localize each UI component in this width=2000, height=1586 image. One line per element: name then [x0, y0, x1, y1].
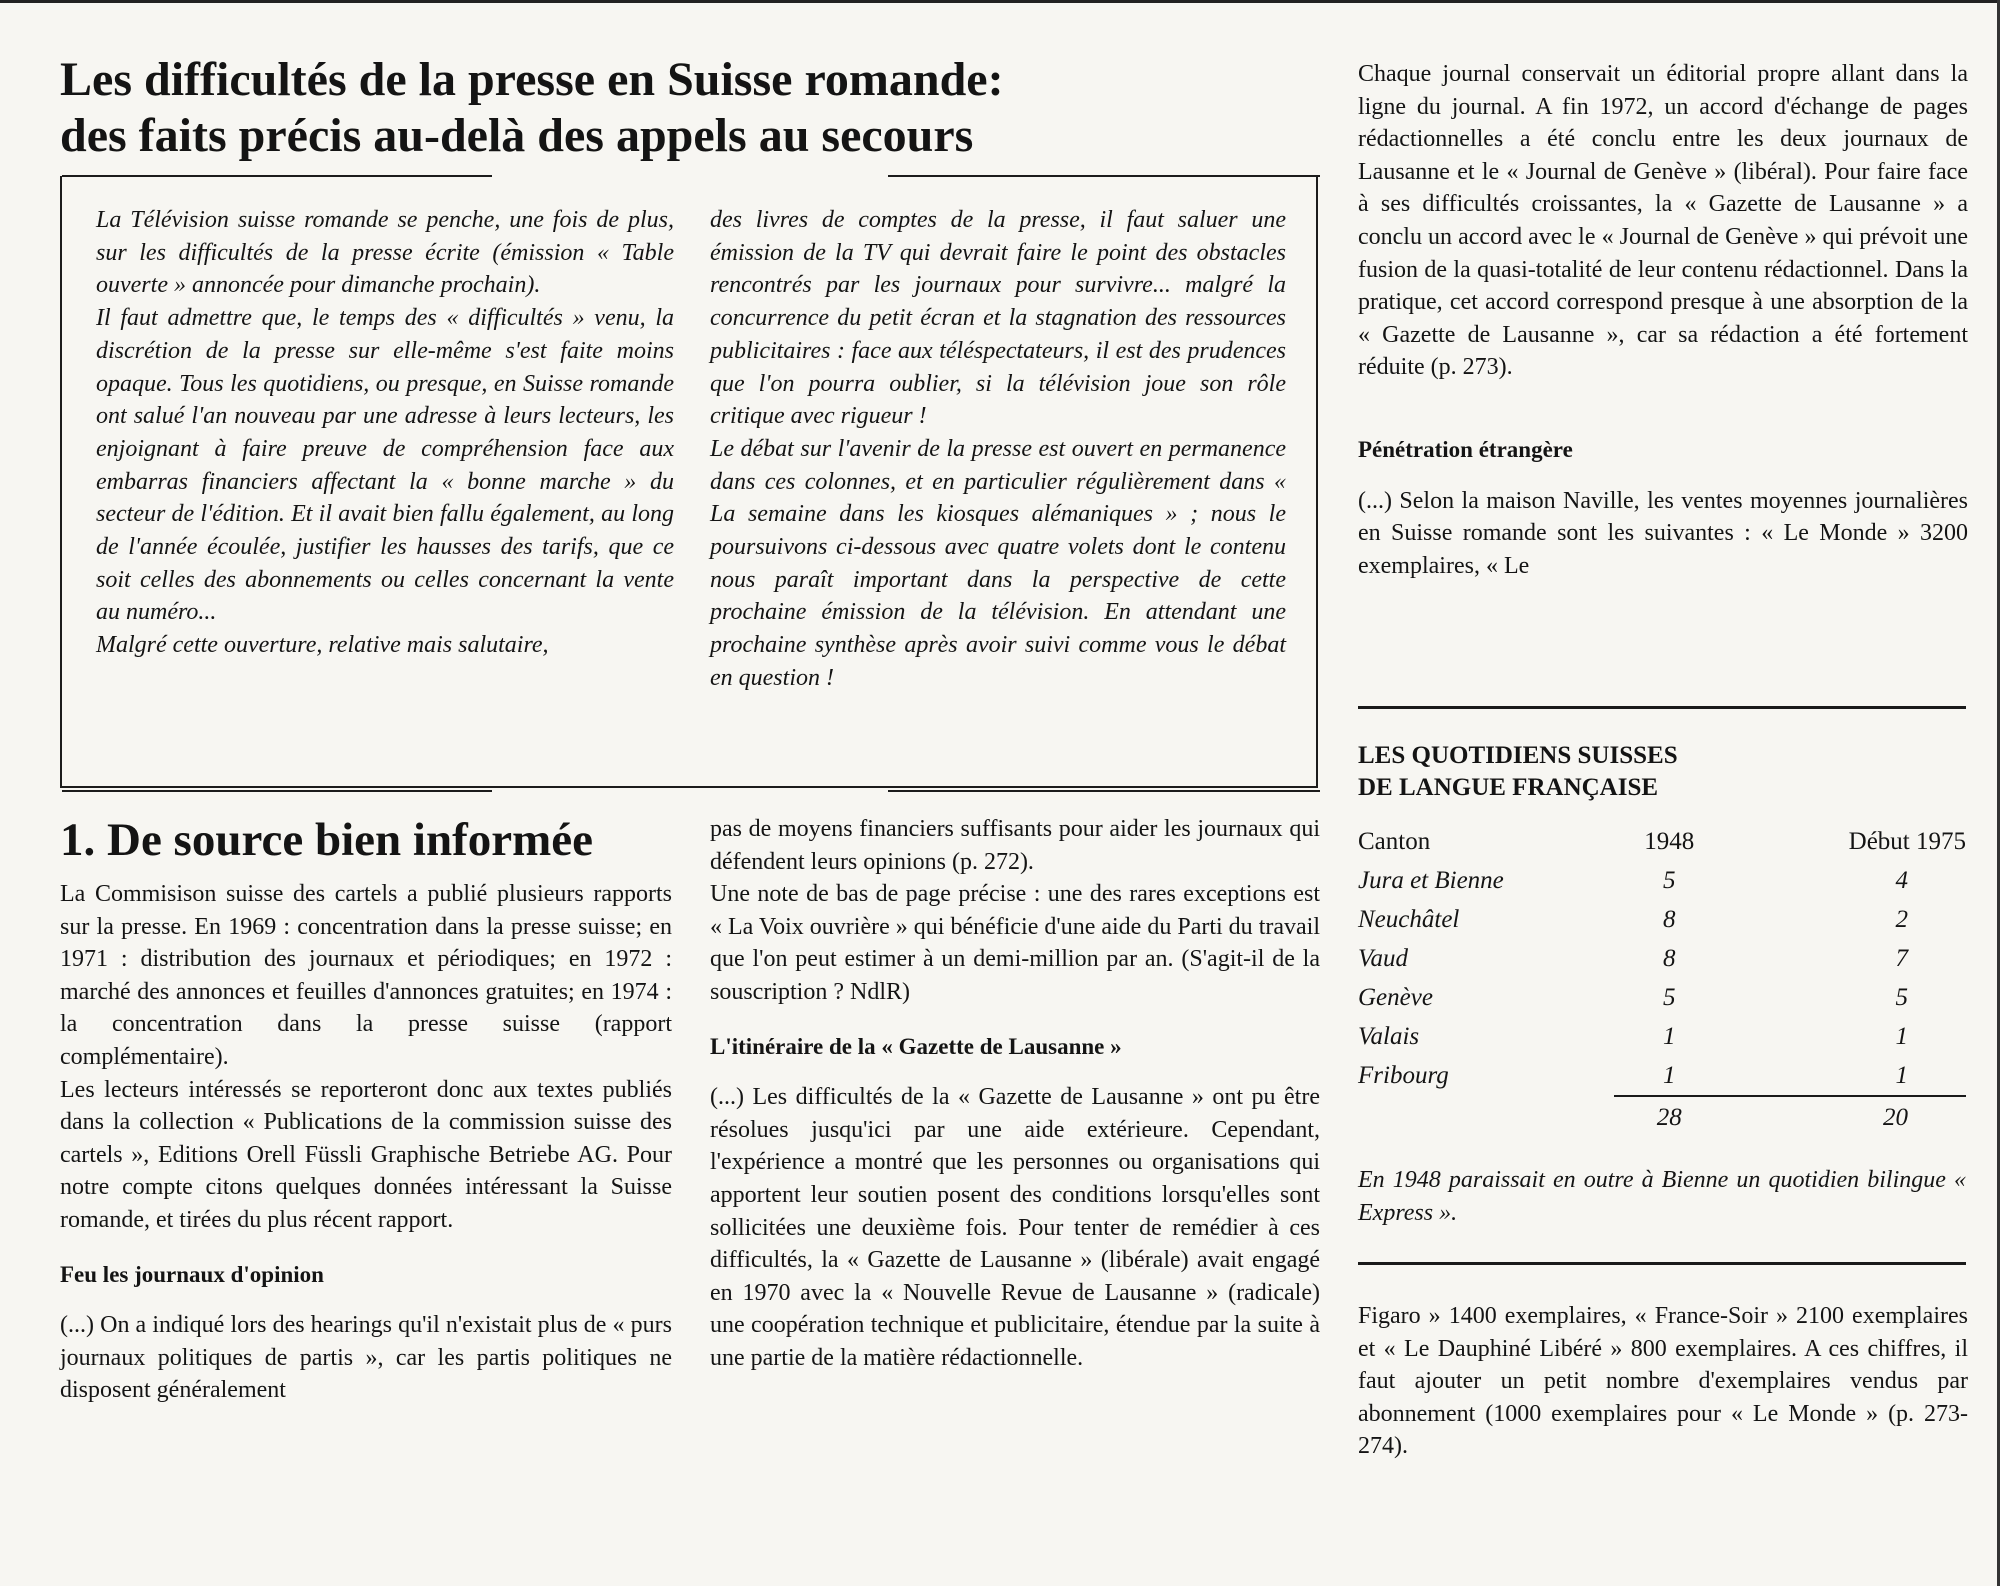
body-paragraph: Les lecteurs intéressés se reporteront donc aux textes publiés dans la collection « Publications de la commission suisse des cartels », Editions Orell Füssli Graphische Betriebe AG. Pour notre compte citons quelques données intéressant la Suisse romande, et tirées du plus récent rapport. — [60, 1076, 672, 1233]
header-canton: Canton — [1358, 827, 1431, 855]
table-title-line-1: LES QUOTIDIENS SUISSES — [1358, 742, 1678, 769]
cell-total-1975: 20 — [1725, 1096, 1966, 1139]
newspapers-table — [1358, 822, 1966, 1139]
intro-column-left — [96, 204, 674, 662]
intro-paragraph: Le débat sur l'avenir de la presse est ouvert en permanence dans ces colonnes, et en particulier régulièrement dans « La semaine dans les kiosques alémaniques » ; nous le poursuivons ci-dessous avec quatre volets dont le contenu nous paraît important dans la perspective de cette prochaine émission de la télévision. En attendant une prochaine synthèse après avoir suivi comme vous le débat en question ! — [710, 435, 1286, 691]
intro-paragraph: Il faut admettre que, le temps des « difficultés » venu, la discrétion de la presse sur elle-même s'est faite moins opaque. Tous les quotidiens, ou presque, en Suisse romande ont salué l'an nouveau par une adresse à leurs lecteurs, les enjoignant à faire preuve de compréhension face aux embarras financiers affectant la « bonne marche » du secteur de l'édition. Et il avait bien fallu également, au long de l'année écoulée, justifier les hausses des tarifs, que ce soit celles des abonnements ou celles concernant la vente au numéro... — [96, 305, 674, 626]
table-row — [1358, 978, 1966, 1017]
table-total-row — [1358, 1096, 1966, 1139]
table-note: En 1948 paraissait en outre à Bienne un quotidien bilingue « Express ». — [1358, 1167, 1966, 1226]
cell-1975: 4 — [1895, 866, 1908, 894]
body-paragraph: Une note de bas de page précise : une des rares exceptions est « La Voix ouvrière » qui bénéficie d'une aide du Parti du travail que l'on peut estimer à un demi-million par an. (S'agit-il de la souscription ? NdlR) — [710, 881, 1320, 1005]
subheading: Feu les journaux d'opinion — [60, 1261, 324, 1287]
table-top-rule — [1358, 706, 1966, 709]
box-bottom-rule-right — [888, 790, 1320, 792]
headline-line-2: des faits précis au-delà des appels au secours — [60, 109, 974, 162]
table-row — [1358, 1017, 1966, 1056]
cell-canton: Jura et Bienne — [1358, 866, 1504, 894]
header-1975: Début 1975 — [1848, 827, 1966, 855]
table-bottom-rule — [1358, 1262, 1966, 1265]
headline-line-1: Les difficultés de la presse en Suisse romande: — [60, 53, 1004, 106]
cell-1975: 5 — [1895, 983, 1908, 1011]
cell-1975: 1 — [1895, 1022, 1908, 1050]
cell-canton: Genève — [1358, 983, 1433, 1011]
cell-1948: 8 — [1663, 905, 1676, 933]
headline — [60, 52, 1330, 164]
subheading: L'itinéraire de la « Gazette de Lausanne » — [710, 1033, 1122, 1059]
cell-canton: Neuchâtel — [1358, 905, 1460, 933]
article-column-3 — [1358, 58, 1968, 582]
cell-1975: 7 — [1895, 944, 1908, 972]
box-top-rule-left — [62, 175, 492, 177]
cell-1948: 8 — [1663, 944, 1676, 972]
top-border — [0, 0, 2000, 3]
intro-paragraph: La Télévision suisse romande se penche, une fois de plus, sur les difficultés de la presse écrite (émission « Table ouverte » annoncée pour dimanche prochain). — [96, 207, 674, 299]
cell-total-label — [1358, 1096, 1614, 1139]
table-row — [1358, 939, 1966, 978]
article-column-1 — [60, 878, 672, 1407]
cell-canton: Fribourg — [1358, 1062, 1449, 1089]
intro-paragraph: Malgré cette ouverture, relative mais salutaire, — [96, 632, 549, 659]
cell-1948: 5 — [1663, 983, 1676, 1011]
intro-paragraph: des livres de comptes de la presse, il faut saluer une émission de la TV qui devrait faire le point des obstacles rencontrés par les journaux pour survivre... malgré la concurrence du petit écran et la stagnation des ressources publicitaires : face aux téléspectateurs, il est des prudences que l'on pourra oublier, si la télévision joue son rôle critique avec rigueur ! — [710, 207, 1286, 430]
table-row — [1358, 1056, 1966, 1096]
header-1948: 1948 — [1644, 827, 1695, 855]
article-column-3-continued — [1358, 1300, 1968, 1463]
body-paragraph: (...) Selon la maison Naville, les ventes moyennes journalières en Suisse romande sont les suivantes : « Le Monde » 3200 exemplaires, « Le — [1358, 487, 1968, 579]
cell-canton: Valais — [1358, 1022, 1420, 1050]
box-top-rule-right — [888, 175, 1320, 177]
cell-canton: Vaud — [1358, 944, 1408, 972]
box-bottom-rule-left — [62, 790, 492, 792]
table-row — [1358, 861, 1966, 900]
body-paragraph: pas de moyens financiers suffisants pour aider les journaux qui défendent leurs opinions (p. 272). — [710, 816, 1320, 875]
body-paragraph: Figaro » 1400 exemplaires, « France-Soir » 2100 exemplaires et « Le Dauphiné Libéré » 800 exemplaires. A ces chiffres, il faut ajouter un petit nombre d'exemplaires vendus par abonnement (1000 exemplaires pour « Le Monde » (p. 273-274). — [1358, 1303, 1968, 1460]
table-title — [1358, 740, 1958, 804]
cell-1948: 1 — [1663, 1061, 1676, 1089]
body-paragraph: (...) On a indiqué lors des hearings qu'il n'existait plus de « purs journaux politiques de partis », car les partis politiques ne disposent généralement — [60, 1312, 672, 1404]
table-title-line-2: DE LANGUE FRANÇAISE — [1358, 774, 1659, 801]
body-paragraph: Chaque journal conservait un éditorial propre allant dans la ligne du journal. A fin 1972, un accord d'échange de pages rédactionnelles a été conclu entre les deux journaux de Lausanne et le « Journal de Genève » (libéral). Pour faire face à ses difficultés croissantes, la « Gazette de Lausanne » a conclu un accord avec le « Journal de Genève » qui prévoit une fusion de la quasi-totalité de leur contenu rédactionnel. Dans la pratique, cet accord correspond presque à une absorption de la « Gazette de Lausanne », car sa rédaction a été fortement réduite (p. 273). — [1358, 61, 1968, 381]
section-title: 1. De source bien informée — [60, 814, 593, 866]
intro-column-right — [710, 204, 1286, 695]
table-row — [1358, 900, 1966, 939]
subheading: Pénétration étrangère — [1358, 436, 1573, 462]
cell-total-1948: 28 — [1614, 1096, 1725, 1139]
cell-1948: 5 — [1663, 866, 1676, 894]
article-column-2 — [710, 813, 1320, 1375]
cell-1975: 1 — [1895, 1061, 1908, 1089]
cell-1948: 1 — [1663, 1022, 1676, 1050]
body-paragraph: (...) Les difficultés de la « Gazette de Lausanne » ont pu être résolues jusqu'ici par une aide extérieure. Cependant, l'expérience a montré que les personnes ou organisations qui apportent leur soutien posent des conditions lorsqu'elles sont sollicitées une deuxième fois. Pour tenter de remédier à ces difficultés, la « Gazette de Lausanne » (libérale) avait engagé en 1970 avec la « Nouvelle Revue de Lausanne » (radicale) une coopération technique et publicitaire, étendue par la suite à une partie de la matière rédactionnelle. — [710, 1084, 1320, 1371]
cell-1975: 2 — [1895, 905, 1908, 933]
table-header-row — [1358, 822, 1966, 861]
body-paragraph: La Commisison suisse des cartels a publié plusieurs rapports sur la presse. En 1969 : concentration dans la presse suisse; en 1971 : distribution des journaux et périodiques; en 1972 : marché des annonces et feuilles d'annonces gratuites; en 1974 : la concentration dans la presse suisse (rapport complémentaire). — [60, 881, 672, 1070]
